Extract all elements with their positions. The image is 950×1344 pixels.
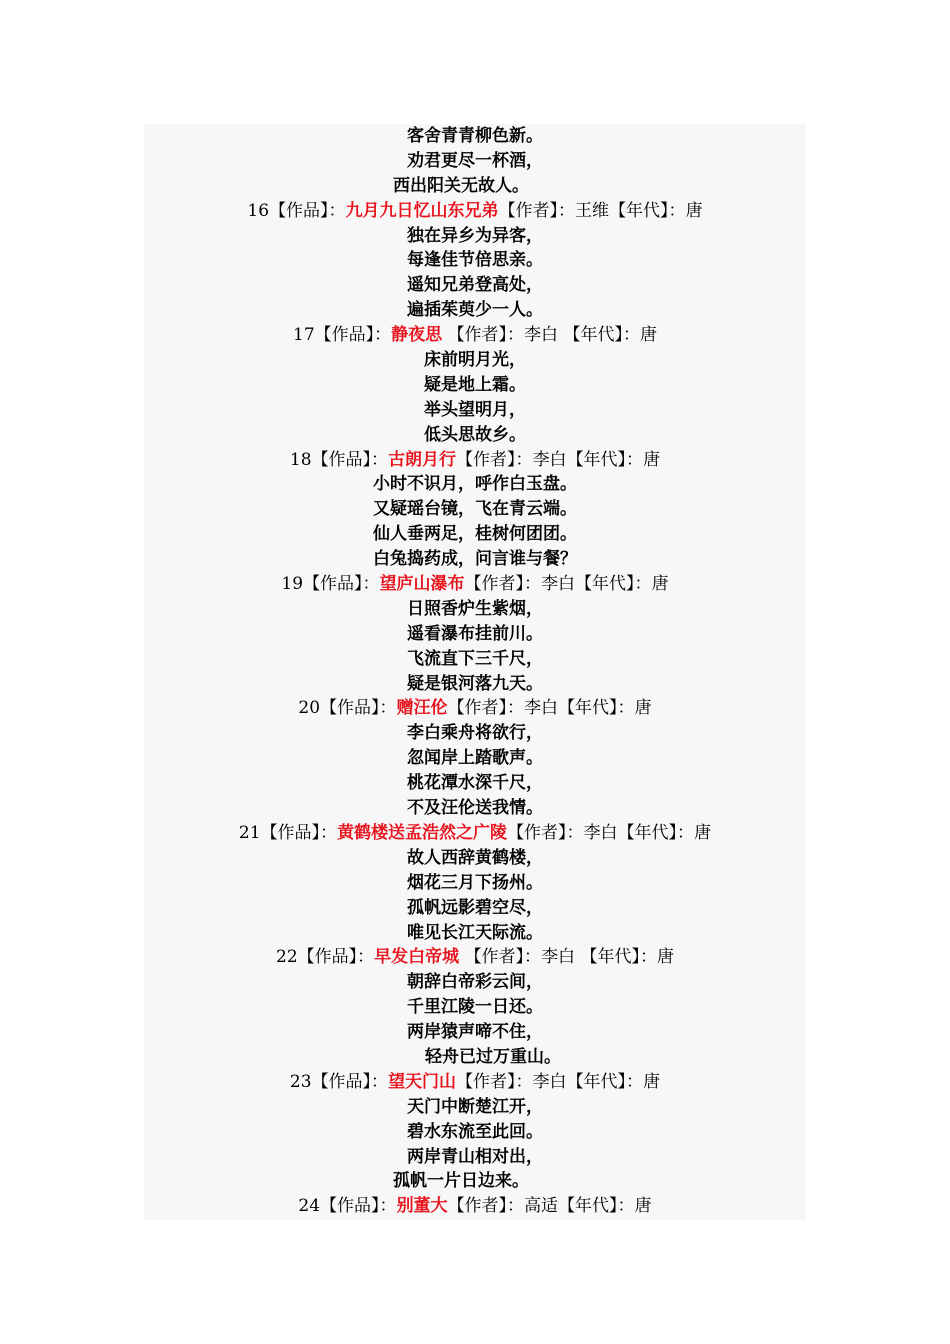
poem-author: 高适 xyxy=(524,1196,559,1217)
poem-verse-line: 忽闻岸上踏歌声。 xyxy=(407,748,543,769)
poem-verse-line: 天门中断楚江开， xyxy=(407,1096,543,1117)
poem-dynasty: 唐 xyxy=(694,822,712,843)
poem-verse-line: 白兔捣药成，问言谁与餐？ xyxy=(373,549,577,570)
poem-title: 静夜思 xyxy=(391,325,443,346)
poem-author: 李白 xyxy=(532,1071,567,1092)
poem-verse-line: 孤帆一片日边来。 xyxy=(393,1171,529,1192)
poem-title: 早发白帝城 xyxy=(374,947,460,968)
work-label: 【作品】： xyxy=(260,822,338,843)
poem-title: 黄鹤楼送孟浩然之广陵 xyxy=(337,822,508,843)
author-label: 【作者】： xyxy=(447,698,525,719)
poem-verse-line: 朝辞白帝彩云间， xyxy=(407,972,543,993)
poem-title: 赠汪伦 xyxy=(396,698,448,719)
poem-verse-line: 不及汪伦送我情。 xyxy=(407,798,543,819)
dynasty-label: 【年代】： xyxy=(566,1071,644,1092)
author-label: 【作者】： xyxy=(447,325,525,346)
poem-verse-line: 日照香炉生紫烟， xyxy=(407,598,543,619)
author-label: 【作者】： xyxy=(498,200,576,221)
poem-verse-line: 客舍青青柳色新。 xyxy=(407,126,543,146)
author-label: 【作者】： xyxy=(507,822,584,843)
poem-verse-line: 小时不识月，呼作白玉盘。 xyxy=(373,474,577,495)
dynasty-label: 【年代】： xyxy=(580,947,657,968)
poem-verse-line: 烟花三月下扬州。 xyxy=(407,872,543,893)
poem-heading xyxy=(144,323,806,348)
work-label: 【作品】： xyxy=(320,1196,397,1217)
dynasty-label: 【年代】： xyxy=(558,698,635,719)
poem-dynasty: 唐 xyxy=(643,1071,661,1092)
poem-author: 李白 xyxy=(541,947,576,968)
poem-verse-line: 又疑瑶台镜，飞在青云端。 xyxy=(373,499,577,520)
poem-verse-line: 西出阳关无故人。 xyxy=(393,175,529,196)
work-label: 【作品】： xyxy=(297,947,375,968)
author-label: 【作者】： xyxy=(464,574,542,595)
work-label: 【作品】： xyxy=(311,449,389,470)
poem-verse-line: 每逢佳节倍思亲。 xyxy=(407,250,543,271)
poem-number: 19 xyxy=(281,574,304,595)
poem-author: 王维 xyxy=(575,200,610,221)
work-label: 【作品】： xyxy=(303,574,380,595)
poem-verse-line: 独在异乡为异客， xyxy=(407,225,543,246)
dynasty-label: 【年代】： xyxy=(575,574,652,595)
poem-author: 李白 xyxy=(541,574,576,595)
dynasty-label: 【年代】： xyxy=(609,200,686,221)
poem-dynasty: 唐 xyxy=(643,449,661,470)
work-label: 【作品】： xyxy=(314,325,392,346)
poem-number: 18 xyxy=(289,449,312,470)
poem-verse-line: 床前明月光， xyxy=(424,350,526,371)
dynasty-label: 【年代】： xyxy=(558,1196,635,1217)
poem-number: 22 xyxy=(276,947,298,968)
poem-heading xyxy=(144,572,806,597)
poem-verse-line: 唯见长江天际流。 xyxy=(407,922,543,943)
poem-verse-line: 遍插茱萸少一人。 xyxy=(407,300,543,321)
poem-verse-line: 李白乘舟将欲行， xyxy=(407,723,543,744)
poem-heading xyxy=(144,448,806,473)
poem-dynasty: 唐 xyxy=(656,947,674,968)
poem-dynasty: 唐 xyxy=(685,200,703,221)
poem-author: 李白 xyxy=(532,449,567,470)
poem-verse-line: 碧水东流至此回。 xyxy=(407,1121,543,1142)
poem-number: 16 xyxy=(247,200,270,221)
poem-verse-line: 故人西辞黄鹤楼， xyxy=(407,847,543,868)
poem-verse-line: 疑是银河落九天。 xyxy=(407,673,543,694)
poem-verse-line: 孤帆远影碧空尽， xyxy=(407,897,543,918)
poem-verse-line: 疑是地上霜。 xyxy=(424,374,526,395)
poem-heading xyxy=(144,945,806,970)
poem-verse-line: 桃花潭水深千尺， xyxy=(407,773,543,794)
poem-heading xyxy=(144,821,806,846)
work-label: 【作品】： xyxy=(269,200,346,221)
poem-verse-line: 两岸猿声啼不住， xyxy=(407,1022,543,1043)
poem-dynasty: 唐 xyxy=(651,574,669,595)
poem-verse-line: 千里江陵一日还。 xyxy=(407,997,543,1018)
poem-verse-line: 飞流直下三千尺， xyxy=(407,648,543,669)
poem-verse-line: 劝君更尽一杯酒， xyxy=(407,150,543,171)
poem-number: 20 xyxy=(298,698,321,719)
poem-dynasty: 唐 xyxy=(639,325,657,346)
author-label: 【作者】： xyxy=(456,449,533,470)
poem-verse-line: 遥看瀑布挂前川。 xyxy=(407,623,543,644)
work-label: 【作品】： xyxy=(311,1071,389,1092)
poem-heading xyxy=(144,1194,806,1219)
poem-heading xyxy=(144,199,806,224)
poem-verse-line: 低头思故乡。 xyxy=(424,424,526,445)
work-label: 【作品】： xyxy=(320,698,397,719)
poem-number: 21 xyxy=(238,822,261,843)
poem-author: 李白 xyxy=(524,698,559,719)
poem-dynasty: 唐 xyxy=(634,1196,652,1217)
dynasty-label: 【年代】： xyxy=(566,449,644,470)
poem-number: 23 xyxy=(289,1071,312,1092)
poem-author: 李白 xyxy=(524,325,559,346)
poem-heading xyxy=(144,1070,806,1095)
author-label: 【作者】： xyxy=(456,1071,533,1092)
poem-verse-line: 举头望明月， xyxy=(424,399,526,420)
poem-verse-line: 两岸青山相对出， xyxy=(407,1146,543,1167)
poem-verse-line: 遥知兄弟登高处， xyxy=(407,275,543,296)
poem-number: 24 xyxy=(298,1196,321,1217)
poem-heading xyxy=(144,696,806,721)
poem-title: 九月九日忆山东兄弟 xyxy=(345,200,499,221)
author-label: 【作者】： xyxy=(464,947,542,968)
poem-dynasty: 唐 xyxy=(634,698,652,719)
poem-verse-line: 仙人垂两足，桂树何团团。 xyxy=(373,524,577,545)
dynasty-label: 【年代】： xyxy=(617,822,695,843)
dynasty-label: 【年代】： xyxy=(563,325,640,346)
poem-list xyxy=(144,124,806,1219)
poem-number: 17 xyxy=(293,325,315,346)
author-label: 【作者】： xyxy=(447,1196,525,1217)
poem-title: 望庐山瀑布 xyxy=(379,574,465,595)
poem-title: 古朗月行 xyxy=(388,449,457,470)
poem-verse-line: 轻舟已过万重山。 xyxy=(425,1046,561,1067)
poem-author: 李白 xyxy=(583,822,618,843)
poem-title: 望天门山 xyxy=(388,1071,457,1092)
poem-title: 别董大 xyxy=(396,1196,448,1217)
